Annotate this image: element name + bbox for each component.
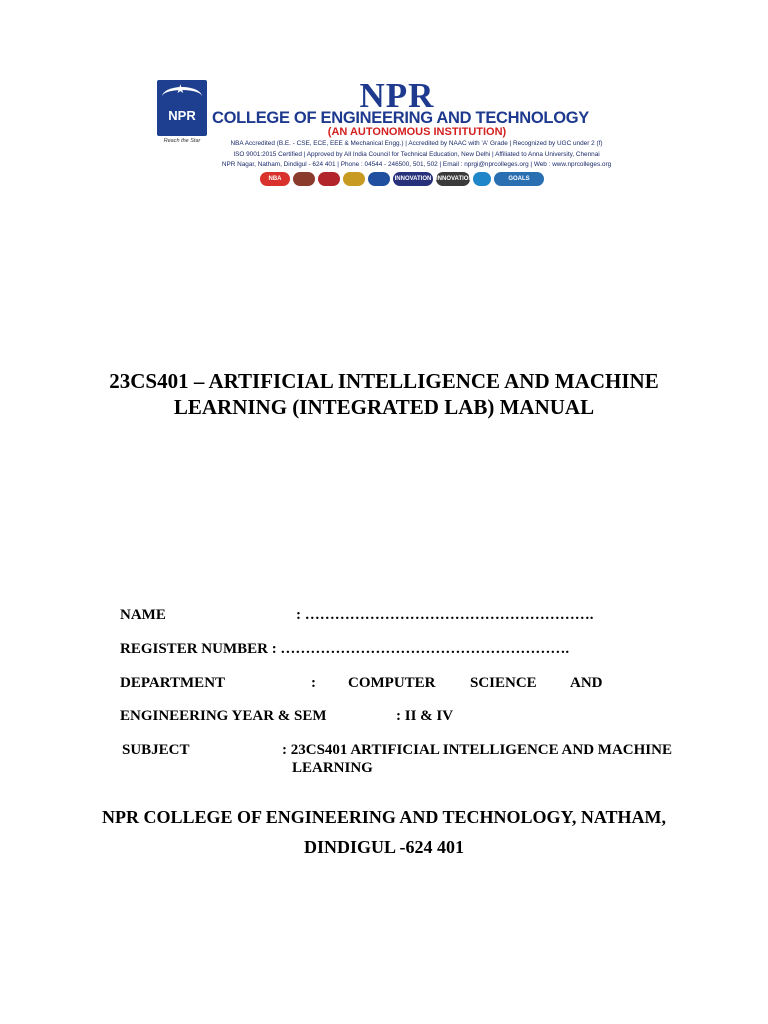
college-address-line-1: NPR COLLEGE OF ENGINEERING AND TECHNOLOGY, NATHAM, [101, 807, 667, 827]
subject-value-line-2: LEARNING [292, 760, 373, 776]
subject-label: SUBJECT [122, 742, 190, 758]
accreditation-line-2: ISO 9001:2015 Certified | Approved by All India Council for Technical Education, New Delhi | Affiliated to Anna University, Chennai [233, 151, 600, 158]
name-label: NAME [120, 607, 166, 623]
department-separator: : [311, 675, 316, 691]
accreditation-badge-icon [343, 172, 365, 186]
register-number-line: REGISTER NUMBER : …………………………………………………. [120, 641, 570, 657]
department-label: DEPARTMENT [120, 675, 226, 691]
logo-tagline: Reach the Star [163, 138, 201, 144]
manual-title [40, 368, 728, 420]
year-sem-value: : II & IV [396, 708, 454, 724]
department-word-computer: COMPUTER [348, 675, 436, 691]
accreditation-badge-icon [473, 172, 491, 186]
accreditation-badge-icon [318, 172, 340, 186]
accreditation-badge-icon: INNOVATION COUNCIL [436, 172, 470, 186]
department-word-and: AND [570, 675, 603, 691]
engineering-year-sem-label: ENGINEERING YEAR & SEM [120, 708, 327, 724]
name-blank: : …………………………………………………. [296, 607, 594, 623]
subject-value-line-1: : 23CS401 ARTIFICIAL INTELLIGENCE AND MACHINE [282, 742, 672, 758]
accreditation-badge-icon [293, 172, 315, 186]
manual-title-line-2: LEARNING (INTEGRATED LAB) MANUAL [173, 395, 595, 419]
accreditation-badge-icon [368, 172, 390, 186]
autonomous-institution-label: (AN AUTONOMOUS INSTITUTION) [327, 126, 507, 138]
npr-wordmark: NPR [359, 76, 435, 115]
accreditation-line-1: NBA Accredited (B.E. - CSE, ECE, EEE & Mechanical Engg.) | Accredited by NAAC with 'A' Grade | Recognized by UGC under 2 (f) [230, 140, 603, 147]
accreditation-badge-icon: GOALS [494, 172, 544, 186]
contact-line: NPR Nagar, Natham, Dindigul - 624 401 | Phone : 04544 - 246500, 501, 502 | Email : nprgi@nprcolleges.org | Web : www.nprcolleges.org [221, 161, 612, 168]
accreditation-badges [260, 172, 550, 196]
logo-text: NPR [168, 108, 196, 123]
star-icon: ★ [175, 82, 186, 96]
college-logo [157, 80, 207, 136]
college-header-banner [157, 76, 621, 196]
college-address-line-2: DINDIGUL -624 401 [303, 837, 464, 857]
accreditation-badge-icon: NBA [260, 172, 290, 186]
department-word-science: SCIENCE [470, 675, 537, 691]
college-name: COLLEGE OF ENGINEERING AND TECHNOLOGY [212, 109, 589, 127]
manual-title-line-1: 23CS401 – ARTIFICIAL INTELLIGENCE AND MACHINE [109, 369, 659, 393]
accreditation-badge-icon: INNOVATION CELL [393, 172, 433, 186]
